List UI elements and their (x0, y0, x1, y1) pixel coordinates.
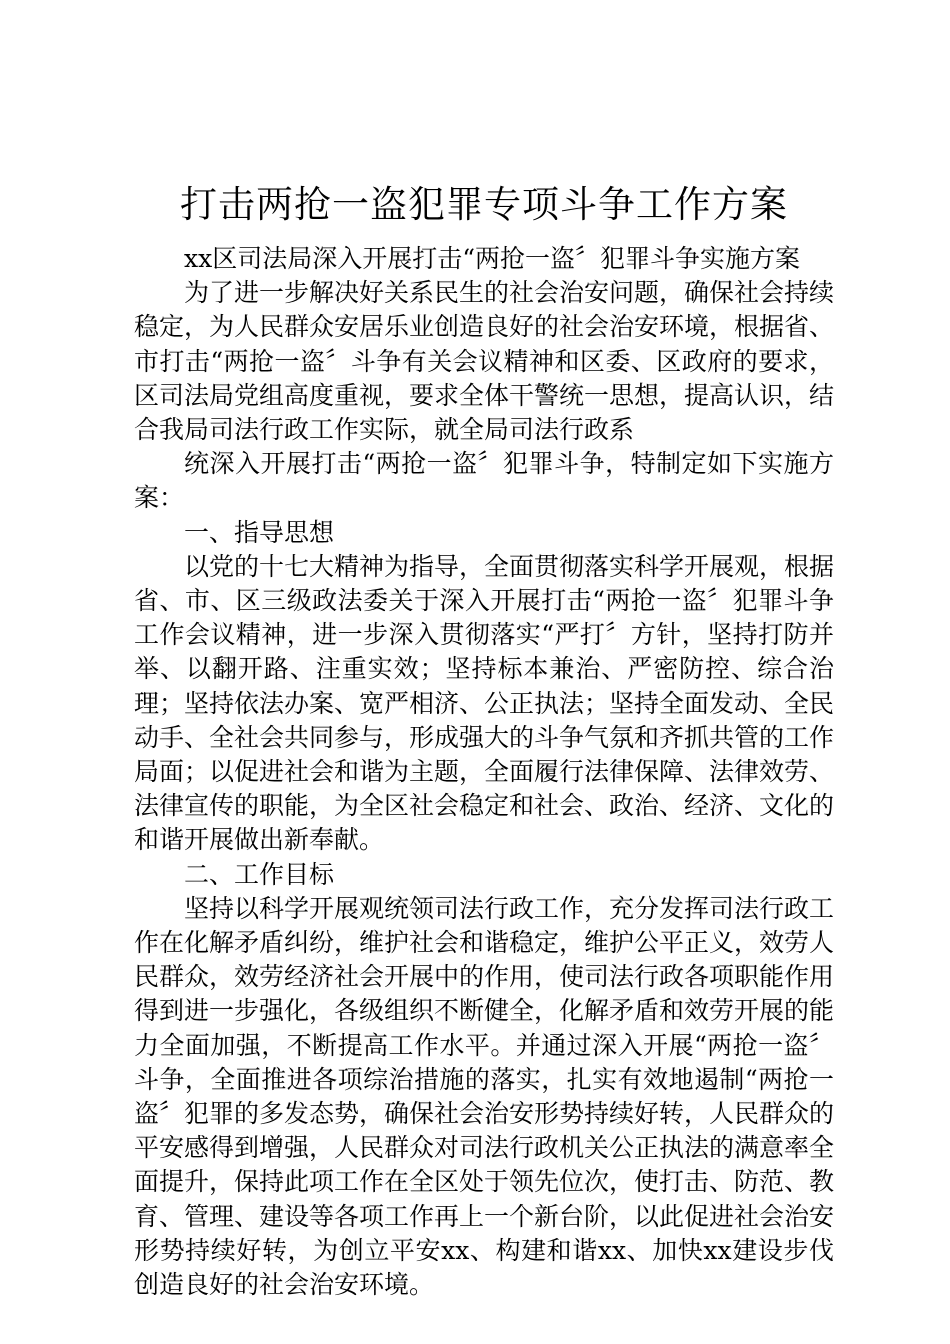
intro-paragraph: 为了进一步解决好关系民生的社会治安问题，确保社会持续稳定，为人民群众安居乐业创造良好的社会治安环境，根据省、市打击“两抢一盗〞斗争有关会议精神和区委、区政府的要求，区司法局党组高度重视，要求全体干警统一思想，提高认识，结合我局司法行政工作实际，就全局司法行政系 (134, 278, 835, 445)
section-body-guiding-thought: 以党的十七大精神为指导，全面贯彻落实科学开展观，根据省、市、区三级政法委关于深入开展打击“两抢一盗〞犯罪斗争工作会议精神，进一步深入贯彻落实“严打〞方针，坚持打防并举、以翻开路、注重实效；坚持标本兼治、严密防控、综合治理；坚持依法办案、宽严相济、公正执法；坚持全面发动、全民动手、全社会共同参与，形成强大的斗争气氛和齐抓共管的工作局面；以促进社会和谐为主题，全面履行法律保障、法律效劳、法律宣传的职能，为全区社会稳定和社会、政治、经济、文化的和谐开展做出新奉献。 (134, 551, 835, 855)
document-page (134, 178, 834, 1302)
section-body-work-goals: 坚持以科学开展观统领司法行政工作，充分发挥司法行政工作在化解矛盾纠纷，维护社会和谐稳定，维护公平正义，效劳人民群众，效劳经济社会开展中的作用，使司法行政各项职能作用得到进一步强化，各级组织不断健全，化解矛盾和效劳开展的能力全面加强，不断提高工作水平。并通过深入开展“两抢一盗〞斗争，全面推进各项综治措施的落实，扎实有效地遏制“两抢一盗〞犯罪的多发态势，确保社会治安形势持续好转，人民群众的平安感得到增强，人民群众对司法行政机关公正执法的满意率全面提升，保持此项工作在全区处于领先位次，使打击、防范、教育、管理、建设等各项工作再上一个新台阶，以此促进社会治安形势持续好转，为创立平安xx、构建和谐xx、加快xx建设步伐创造良好的社会治安环境。 (134, 893, 835, 1300)
section-heading-work-goals: 二、工作目标 (184, 859, 335, 889)
intro-continuation: 统深入开展打击“两抢一盗〞犯罪斗争，特制定如下实施方案： (134, 449, 834, 513)
document-subtitle: xx区司法局深入开展打击“两抢一盗〞犯罪斗争实施方案 (184, 244, 800, 273)
section-heading-guiding-thought: 一、指导思想 (184, 517, 335, 547)
document-title: 打击两抢一盗犯罪专项斗争工作方案 (180, 183, 788, 226)
